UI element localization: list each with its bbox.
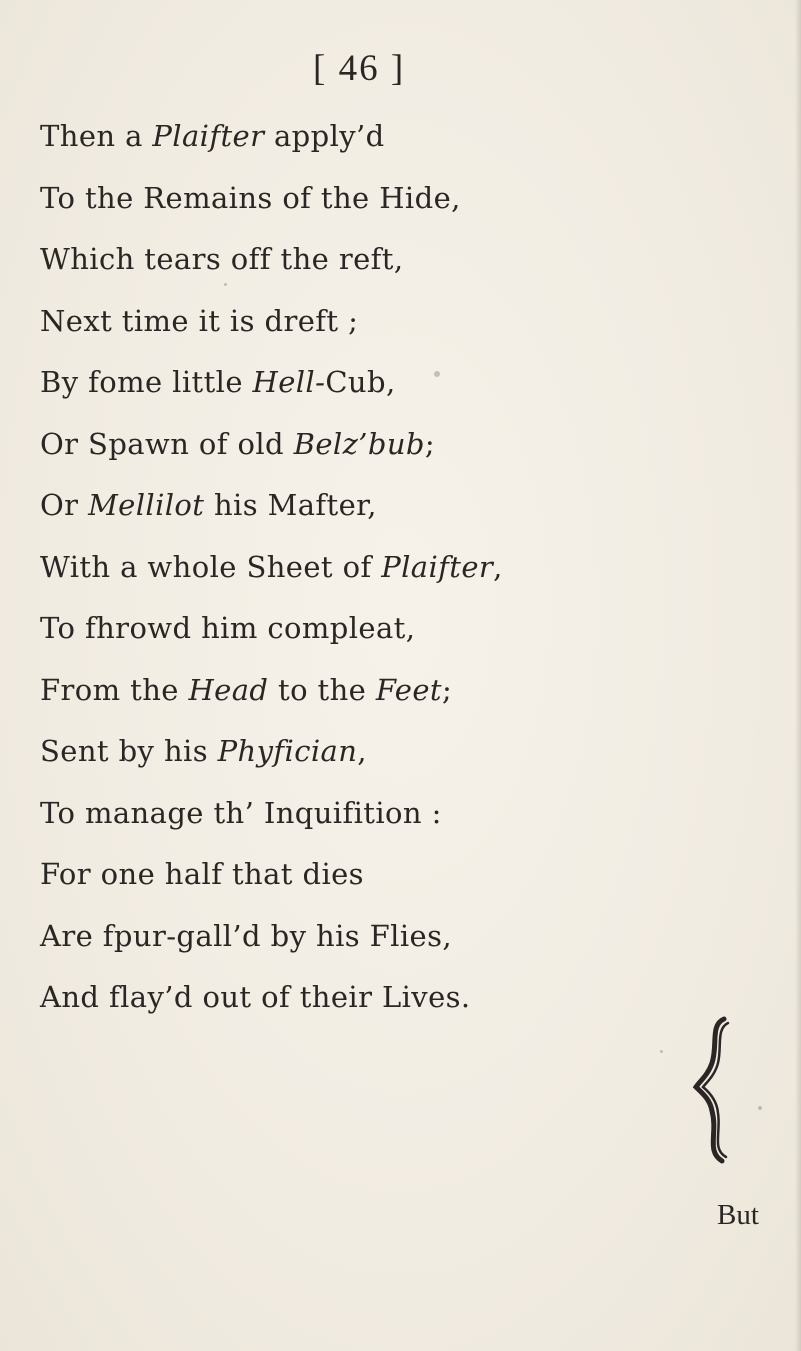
poem-line <box>40 917 452 955</box>
line-text: To manage th’ Inquifition : <box>40 796 442 830</box>
poem-line <box>40 978 471 1016</box>
poem-line <box>40 117 385 155</box>
line-text: apply’d <box>264 119 385 153</box>
paper-speck <box>660 1050 663 1053</box>
italic-word: Plaifter <box>381 550 494 584</box>
line-text: Are fpur-gall’d by his Flies, <box>40 919 452 953</box>
line-text: Then a <box>40 119 153 153</box>
italic-word: Feet <box>375 673 442 707</box>
line-text: ; <box>424 427 436 461</box>
italic-word: Head <box>188 673 269 707</box>
line-text: , <box>357 734 367 768</box>
poem-line <box>40 732 367 770</box>
poem-line <box>40 425 435 463</box>
line-text: To fhrowd him compleat, <box>40 611 416 645</box>
line-text: Next time it is dreft ; <box>40 304 359 338</box>
line-text: By fome little <box>40 365 253 399</box>
line-text: his Mafter, <box>204 488 377 522</box>
poem-line <box>40 302 358 340</box>
poem-line <box>40 486 377 524</box>
line-text: ; <box>441 673 453 707</box>
line-text: to the <box>268 673 376 707</box>
italic-word: Phyfician <box>217 734 358 768</box>
line-text: And flay’d out of their Lives. <box>40 980 471 1014</box>
line-text: From the <box>40 673 189 707</box>
italic-word: Plaifter <box>152 119 265 153</box>
poem-line <box>40 179 461 217</box>
poem-line <box>40 794 442 832</box>
page-number: [ 46 ] <box>313 48 406 89</box>
poem-line <box>40 855 364 893</box>
line-text: Cub, <box>325 365 396 399</box>
paper-speck <box>434 371 440 377</box>
line-text: With a whole Sheet of <box>40 550 382 584</box>
poem-line <box>40 548 503 586</box>
line-text: For one half that dies <box>40 857 364 891</box>
curly-brace-icon <box>688 1015 748 1165</box>
poem-line <box>40 363 396 401</box>
line-text: Sent by his <box>40 734 218 768</box>
poem-line <box>40 609 415 647</box>
italic-word: Hell- <box>252 365 326 399</box>
paper-speck <box>758 1106 762 1110</box>
line-text: Which tears off the reft, <box>40 242 404 276</box>
poem-line <box>40 240 403 278</box>
paper-speck <box>224 283 227 286</box>
italic-word: Mellilot <box>88 488 205 522</box>
catchword: But <box>717 1199 759 1231</box>
poem-line <box>40 671 452 709</box>
italic-word: Belz’bub <box>293 427 425 461</box>
line-text: , <box>493 550 503 584</box>
line-text: Or <box>40 488 89 522</box>
line-text: To the Remains of the Hide, <box>40 181 461 215</box>
line-text: Or Spawn of old <box>40 427 294 461</box>
